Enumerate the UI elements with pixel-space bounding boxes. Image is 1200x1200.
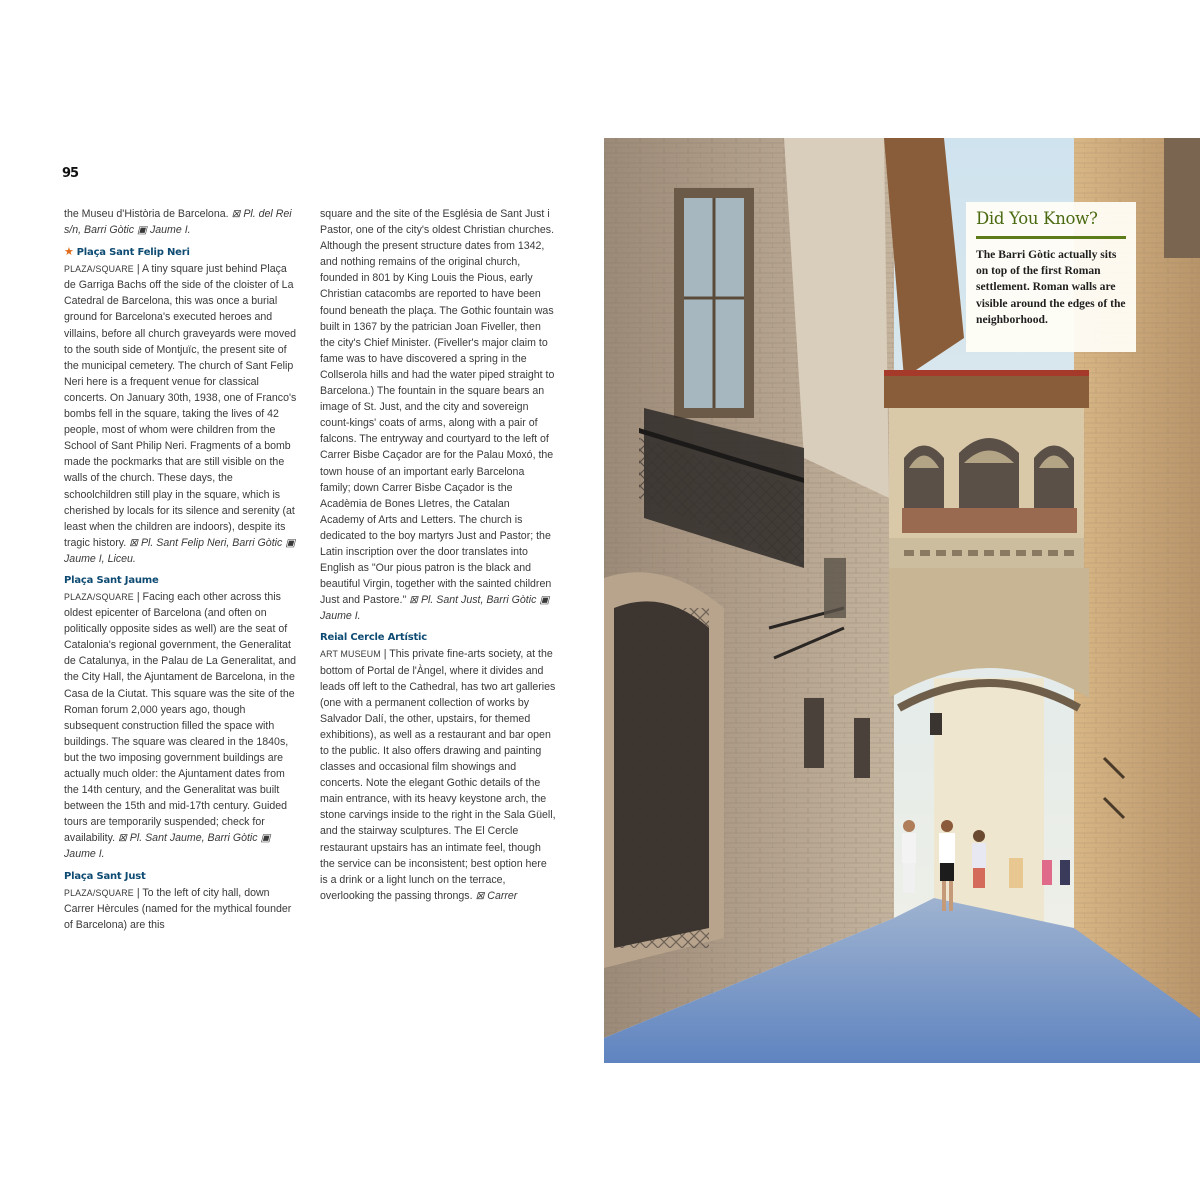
did-you-know-divider — [976, 236, 1126, 239]
star-icon: ★ — [64, 245, 74, 259]
did-you-know-title: Did You Know? — [976, 209, 1098, 228]
entry-reial-cercle-artistic — [320, 630, 556, 904]
entry-body — [64, 261, 300, 567]
separator: | — [133, 590, 143, 603]
lead-text: the Museu d'Història de Barcelona. — [64, 208, 229, 220]
continued-paragraph — [320, 206, 556, 624]
entry-text: To the left of city hall, down Carrer Hèrcules (named for the mythical founder of Barcelona) are this — [64, 886, 292, 931]
did-you-know-box — [966, 202, 1136, 352]
entry-title: Plaça Sant Just — [64, 870, 146, 882]
lead-address: ⊠ Pl. del Rei s/n, Barri Gòtic ▣ Jaume I. — [64, 208, 292, 237]
entry-title: Reial Cercle Artístic — [320, 632, 428, 644]
entry-placa-sant-just — [64, 869, 300, 933]
entry-category: ART MUSEUM — [320, 649, 381, 660]
entry-address: ⊠ Pl. Sant Felip Neri, Barri Gòtic ▣ Jaume I, Liceu. — [64, 536, 296, 565]
entry-text: Facing each other across this oldest epicenter of Barcelona (and often on politically opposite sides as well) are the seat of Catalonia's regional government, the Generalitat de Catalunya, in the Palau de La Generalitat, and the City Hall, the Ajuntament de Barcelona, in the Casa de la Ciutat. This square was the site of the Roman forum 2,000 years ago, though subsequent construction filled the space with buildings. The square was cleared in the 1840s, but the two imposing government buildings are actually much older: the Ajuntament dates from the 14th century, and the Generalitat was built between the 15th and mid-17th century. Guided tours are temporarily suspended; check for availability. — [64, 590, 297, 845]
entry-address: ⊠ Carrer — [475, 889, 518, 902]
page-number: 95 — [62, 166, 79, 181]
entry-title — [64, 244, 300, 261]
entry-text: This private fine-arts society, at the bottom of Portal de l'Àngel, where it divides and leads off left to the Cathedral, has two art galleries (one with a permanent collection of works by Salvador Dalí, the other, upstairs, for themed exhibitions), as well as a restaurant and bar open to the public. It also offers drawing and painting classes and occasional film showings and concerts. Note the elegant Gothic details of the main entrance, with its heavy keystone arch, the stone carvings inside to the right in the Sala Güell, and the stairway sculptures. The El Cercle restaurant upstairs has an intimate feel, though the service can be inconsistent; best option here is a drink or a light lunch on the terrace, overlooking the passing throngs. — [320, 648, 556, 902]
entry-body — [64, 589, 300, 863]
entry-category: PLAZA/SQUARE — [64, 264, 134, 275]
separator: | — [133, 263, 142, 276]
did-you-know-text: The Barri Gòtic actually sits on top of the first Roman settlement. Roman walls are visible around the edges of the neighborhood. — [976, 248, 1126, 326]
entry-placa-sant-felip-neri — [64, 244, 300, 567]
entry-category: PLAZA/SQUARE — [64, 591, 134, 602]
entry-text: A tiny square just behind Plaça de Garriga Bachs off the side of the cloister of La Catedral de Barcelona, this was once a burial ground for Barcelona's executed heroes and villains, before all church graveyards were moved to the south side of Montjuïc, the present site of the municipal cemetery. The church of Sant Felip Neri here is a frequent venue for classical concerts. On January 30th, 1938, one of Franco's bombs fell in the square, taking the lives of 42 people, most of whom were children from the School of Sant Philip Neri. Fragments of a bomb made the pockmarks that are still visible on the walls of the church. These days, the schoolchildren still play in the square, which is cherished by locals for its silence and serenity (at least when the children are indoors), despite its tragic history. — [64, 263, 297, 549]
left-column — [64, 206, 300, 933]
middle-column — [320, 206, 556, 904]
entry-placa-sant-jaume — [64, 573, 300, 863]
entry-body — [64, 885, 300, 933]
entry-category: PLAZA/SQUARE — [64, 887, 134, 898]
continued-text: square and the site of the Església de Sant Just i Pastor, one of the city's oldest Christian churches. Although the present structure dates from 1342, and nothing remains of the original church, founded in 801 by King Louis the Pious, early Christian catacombs are reported to have been found beneath the plaça. The Gothic fountain was built in 1367 by the patrician Joan Fiveller, then the city's Chief Minister. (Fiveller's major claim to fame was to have discovered a spring in the Collserola hills and had the water piped straight to Barcelona.) The fountain in the square bears an image of St. Just, and the city and sovereign count-kings' coats of arms, along with a pair of falcons. The entryway and courtyard to the left of Carrer Bisbe Caçador are for the Palau Moxó, the town house of an important early Barcelona family; down Carrer Bisbe Caçador is the Acadèmia de Bones Lletres, the Catalan Academy of Arts and Letters. The church is dedicated to the boy martyrs Just and Pastor; the Latin inscription over the door translates into English as "Our pious patron is the black and beautiful Virgin, together with the sainted children Just and Pastore." — [320, 208, 555, 607]
street-photo — [604, 138, 1200, 1063]
lead-paragraph — [64, 206, 300, 238]
separator: | — [133, 886, 143, 899]
separator: | — [380, 648, 390, 661]
entry-title: Plaça Sant Jaume — [64, 574, 159, 586]
entry-title-text: Plaça Sant Felip Neri — [76, 247, 190, 259]
entry-address: ⊠ Pl. Sant Jaume, Barri Gòtic ▣ Jaume I. — [64, 832, 271, 861]
continued-address: ⊠ Pl. Sant Just, Barri Gòtic ▣ Jaume I. — [320, 594, 550, 623]
entry-body — [320, 646, 556, 904]
